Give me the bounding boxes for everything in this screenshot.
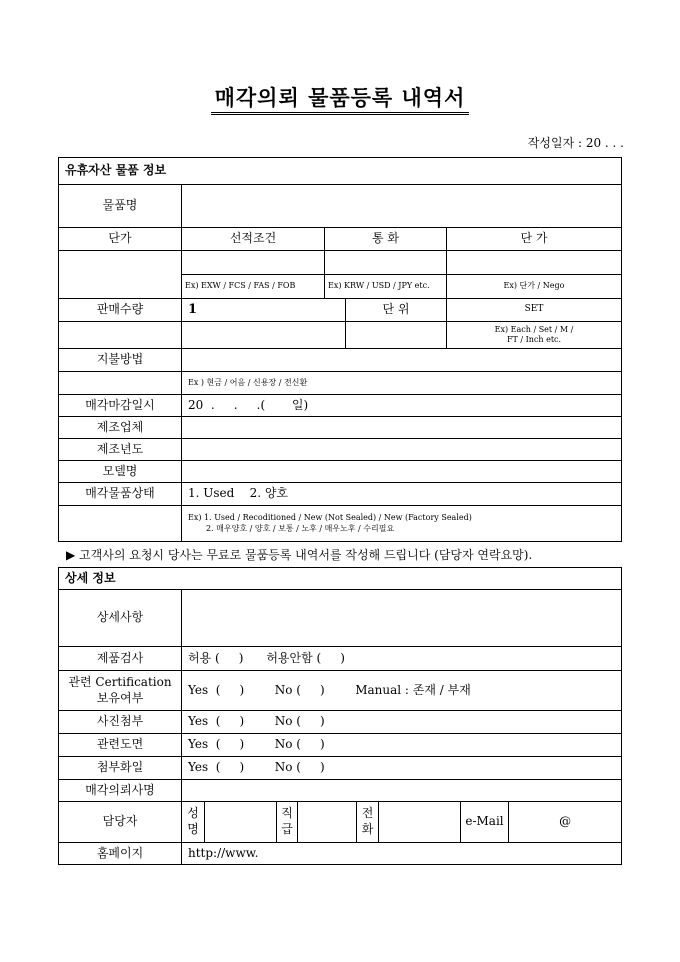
manufacturer-label: 제조업체 [59,417,182,439]
inspection-label: 제품검사 [59,647,182,671]
unit-example [447,322,622,349]
unit-label: 단 위 [346,299,447,322]
unit-example-line-1: Ex) Each / Set / M / [494,324,574,334]
manufacturer-field[interactable] [182,417,622,439]
quantity-label: 판매수량 [59,299,182,322]
shipping-terms-example: Ex) EXW / FCS / FAS / FOB [182,275,325,299]
company-field[interactable] [182,780,622,802]
drawing-field[interactable]: Yes ( ) No ( ) [182,734,622,757]
price-label: 단가 [59,228,182,251]
photo-field[interactable]: Yes ( ) No ( ) [182,711,622,734]
item-info-table [58,157,622,542]
phone-field[interactable] [379,802,461,843]
name-field[interactable] [205,802,277,843]
deadline-label: 매각마감일시 [59,395,182,417]
date-line: 작성일자 : 20 . . . [527,136,624,150]
payment-field[interactable] [182,349,622,372]
year-label: 제조년도 [59,439,182,461]
photo-label: 사진첨부 [59,711,182,734]
details-field[interactable] [182,590,622,647]
notice-text: ▶ 고객사의 요청시 당사는 무료로 물품등록 내역서를 작성해 드립니다 (담당자 연락요망). [66,548,533,562]
details-label: 상세사항 [59,590,182,647]
price-blank [59,251,182,299]
position-field[interactable] [298,802,357,843]
currency-label: 통 화 [325,228,447,251]
drawing-label: 관련도면 [59,734,182,757]
shipping-terms-label: 선적조건 [182,228,325,251]
section-header-item-info: 유휴자산 물품 정보 [59,158,622,185]
company-label: 매각의뢰사명 [59,780,182,802]
condition-example-line-1: Ex) 1. Used / Recoditioned / New (Not Sealed) / New (Factory Sealed) [188,513,472,523]
name-label-line-2: 명 [187,822,199,836]
payment-blank [59,372,182,395]
unit-example-line-2: FT / Inch etc. [506,335,562,344]
quantity-blank [59,322,182,349]
quantity-field[interactable]: 1 [182,299,346,322]
certification-label [59,671,182,711]
unit-price-field[interactable] [447,251,622,275]
homepage-field[interactable]: http://www. [182,843,622,865]
condition-example [182,506,622,542]
item-name-label: 물품명 [59,185,182,228]
phone-label-line-1: 전 [361,806,374,821]
certification-label-line-2: 보유여부 [96,690,144,705]
inspection-field[interactable]: 허용 ( ) 허용안함 ( ) [182,647,622,671]
position-label-line-2: 급 [281,822,293,836]
contact-label: 담당자 [59,802,182,843]
model-label: 모델명 [59,461,182,483]
year-field[interactable] [182,439,622,461]
phone-label-line-2: 화 [361,822,374,836]
position-label-line-1: 직 [281,806,293,821]
certification-field[interactable]: Yes ( ) No ( ) Manual : 존재 / 부재 [182,671,622,711]
attachment-label: 첨부화일 [59,757,182,780]
item-name-field[interactable] [182,185,622,228]
payment-label: 지불방법 [59,349,182,372]
currency-example: Ex) KRW / USD / JPY etc. [325,275,447,299]
unit-extra-field[interactable] [346,322,447,349]
deadline-field[interactable]: 20 . . .( 일) [182,395,622,417]
name-label-line-1: 성 [187,806,199,821]
homepage-label: 홈페이지 [59,843,182,865]
position-label [277,802,298,843]
email-field[interactable]: @ [509,802,622,843]
name-label [182,802,205,843]
condition-example-line-2: 2. 매우양호 / 양호 / 보통 / 노후 / 매우노후 / 수리필요 [206,523,395,533]
section-header-detail-info: 상세 정보 [59,568,622,590]
unit-field[interactable]: SET [447,299,622,322]
detail-info-table [58,567,622,865]
quantity-extra-field[interactable] [182,322,346,349]
certification-label-line-1: 관련 Certification [68,674,172,689]
shipping-terms-field[interactable] [182,251,325,275]
phone-label [357,802,379,843]
currency-field[interactable] [325,251,447,275]
unit-price-label: 단 가 [447,228,622,251]
document-title: 매각의뢰 물품등록 내역서 [0,82,680,112]
condition-label: 매각물품상태 [59,483,182,506]
unit-price-example: Ex) 단가 / Nego [447,275,622,299]
model-field[interactable] [182,461,622,483]
email-label: e-Mail [461,802,509,843]
payment-example: Ex ) 현금 / 어음 / 신용장 / 전신환 [182,372,622,395]
attachment-field[interactable]: Yes ( ) No ( ) [182,757,622,780]
condition-blank [59,506,182,542]
condition-field[interactable]: 1. Used 2. 양호 [182,483,622,506]
